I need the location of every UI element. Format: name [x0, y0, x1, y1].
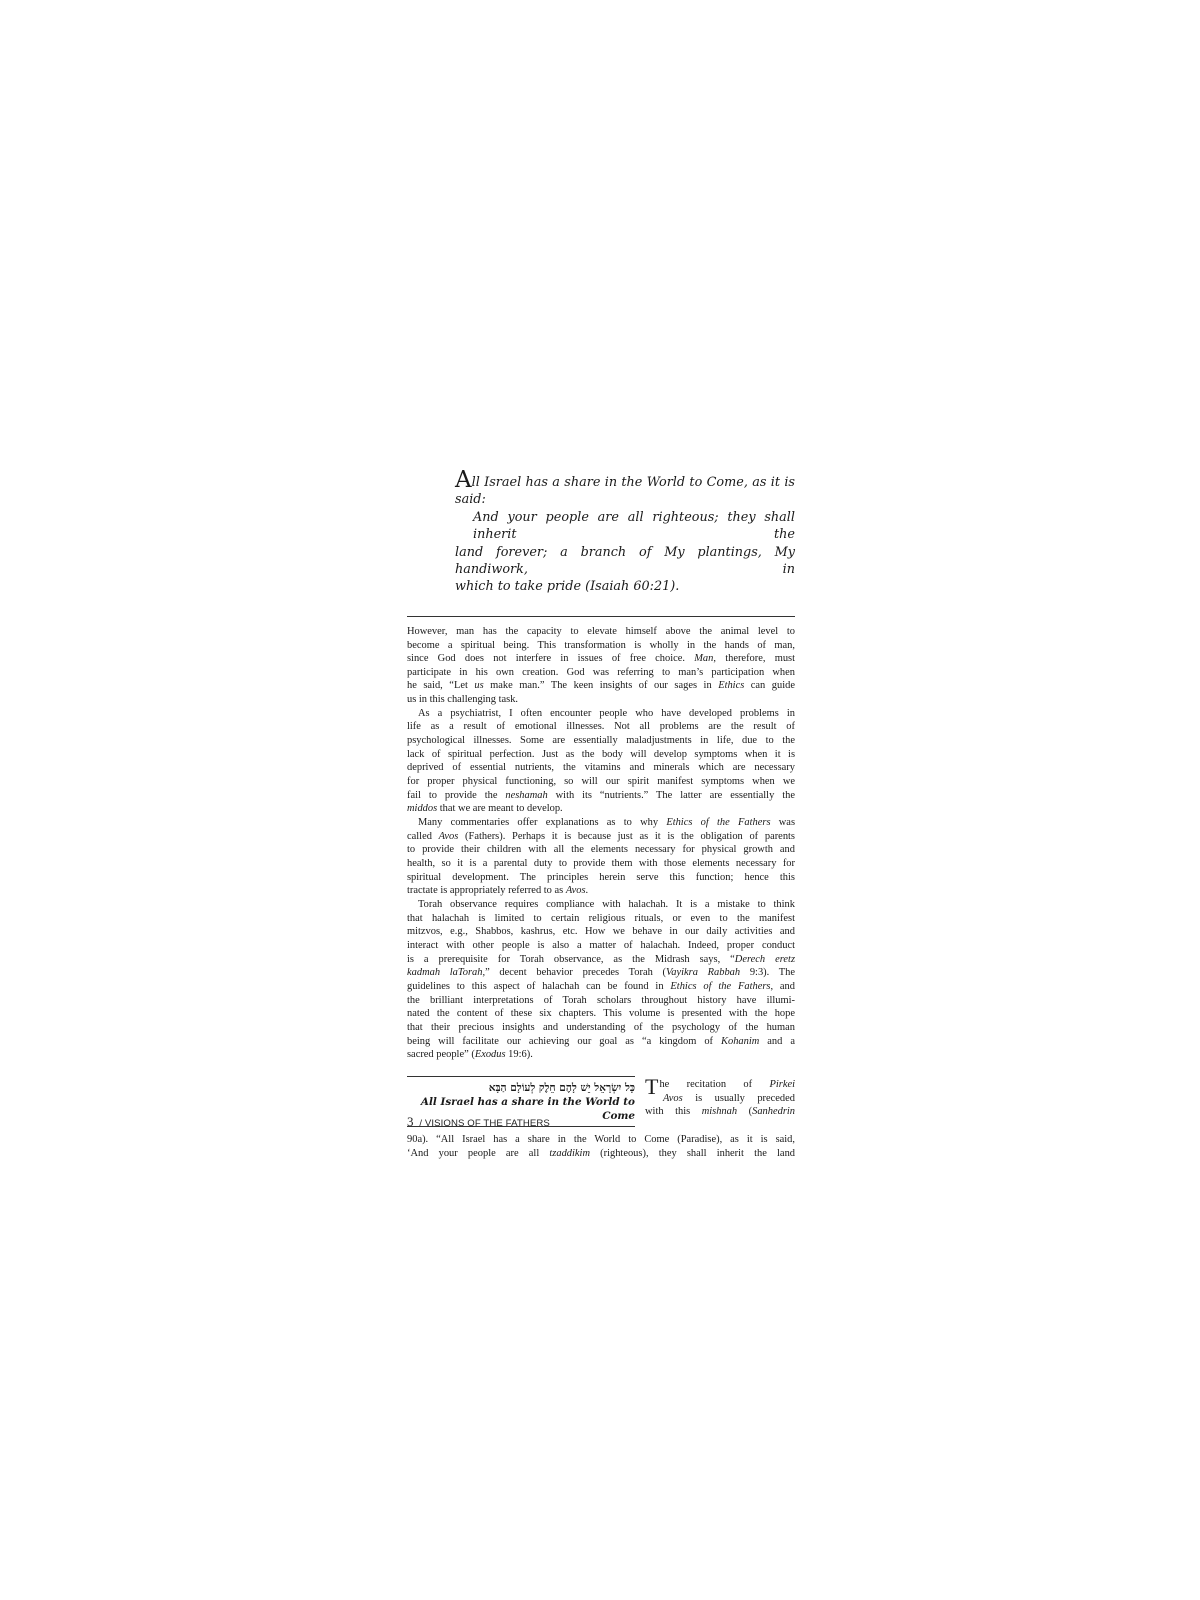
section-continuation: 90a). “All Israel has a share in the World to Come (Paradise), as it is said, ‘And your people are all tzaddikim (righteous), they shall inherit the land	[407, 1133, 796, 1159]
paragraph-4: Torah observance requires compliance with halachah. It is a mistake to think that halachah is limited to certain religious rituals, or even to the manifest mitzvos, e.g., Shabbos, kashrus, etc. How we behave in our daily activities and interact with other people is also a matter of halachah. Indeed, proper conduct is a prerequisite for Torah observance, as the Midrash says, “Derech eretz kadmah laTorah,” decent behavior precedes Torah (Vayikra Rabbah 9:3). The guidelines to this aspect of halachah can be found in Ethics of the Fathers, and the brilliant interpretations of Torah scholars throughout history have illumi- nated the content of these six chapters. This volume is presented with the hope that their precious insights and understanding of the psychology of the human being will facilitate our achieving our goal as “a kingdom of Kohanim and a sacred people” (Exodus 19:6).	[407, 898, 796, 1061]
section-dropcap: T	[645, 1073, 659, 1099]
paragraph-1: However, man has the capacity to elevate himself above the animal level to become a spiritual being. This transformation is wholly in the hands of man, since God does not interfere in issues of free choice. Man, therefore, must participate in his own creation. God was referring to man’s participation when he said, “Let us make man.” The keen insights of our sages in Ethics can guide us in this challenging task.	[407, 625, 795, 706]
footer-separator: /	[419, 1118, 423, 1129]
page-content	[407, 467, 796, 1162]
section-intro-text: T he recitation of Pirkei Avos is usually preceded with this mishnah (Sanhedrin	[645, 1073, 796, 1118]
quote-line-3: land forever; a branch of My plantings, My handiwork, in	[455, 544, 795, 578]
quote-line-1: All Israel has a share in the World to Come, as it is said:	[455, 467, 795, 508]
running-title: VISIONS OF THE FATHERS	[424, 1118, 550, 1129]
horizontal-rule	[407, 616, 795, 617]
heading-english: All Israel has a share in the World to Come	[420, 1095, 635, 1122]
paragraph-3: Many commentaries offer explanations as to why Ethics of the Fathers was called Avos (Fathers). Perhaps it is because just as it is the obligation of parents to provide their children with all the elements necessary for physical growth and health, so it is a parental duty to provide them with those elements necessary for spiritual development. The principles herein serve this function; hence this tractate is appropriately referred to as Avos.	[407, 817, 796, 897]
page-footer	[407, 1114, 550, 1130]
quote-dropcap: A	[455, 467, 472, 493]
opening-quote	[455, 467, 795, 596]
paragraph-2: As a psychiatrist, I often encounter people who have developed problems in life as a result of emotional illnesses. Not all problems are the result of psychological illnesses. Some are essentially maladjustments in life, due to the lack of spiritual perfection. Just as the body will develop symptoms when it is deprived of essential nutrients, the vitamins and minerals which are necessary for proper physical functioning, so will our spirit manifest symptoms when we fail to provide the neshamah with its “nutrients.” The latter are essentially the middos that we are meant to develop.	[407, 707, 795, 815]
body-text	[407, 625, 795, 1062]
quote-line-4: which to take pride (Isaiah 60:21).	[455, 579, 680, 595]
page-number: 3	[407, 1114, 414, 1129]
quote-line-2: And your people are all righteous; they shall inherit the	[473, 509, 795, 543]
heading-hebrew: כָּל יִשְׂרָאֵל יֵשׁ לָהֶם חֵלֶק לְעוֹלָם הַבָּא	[488, 1081, 635, 1094]
